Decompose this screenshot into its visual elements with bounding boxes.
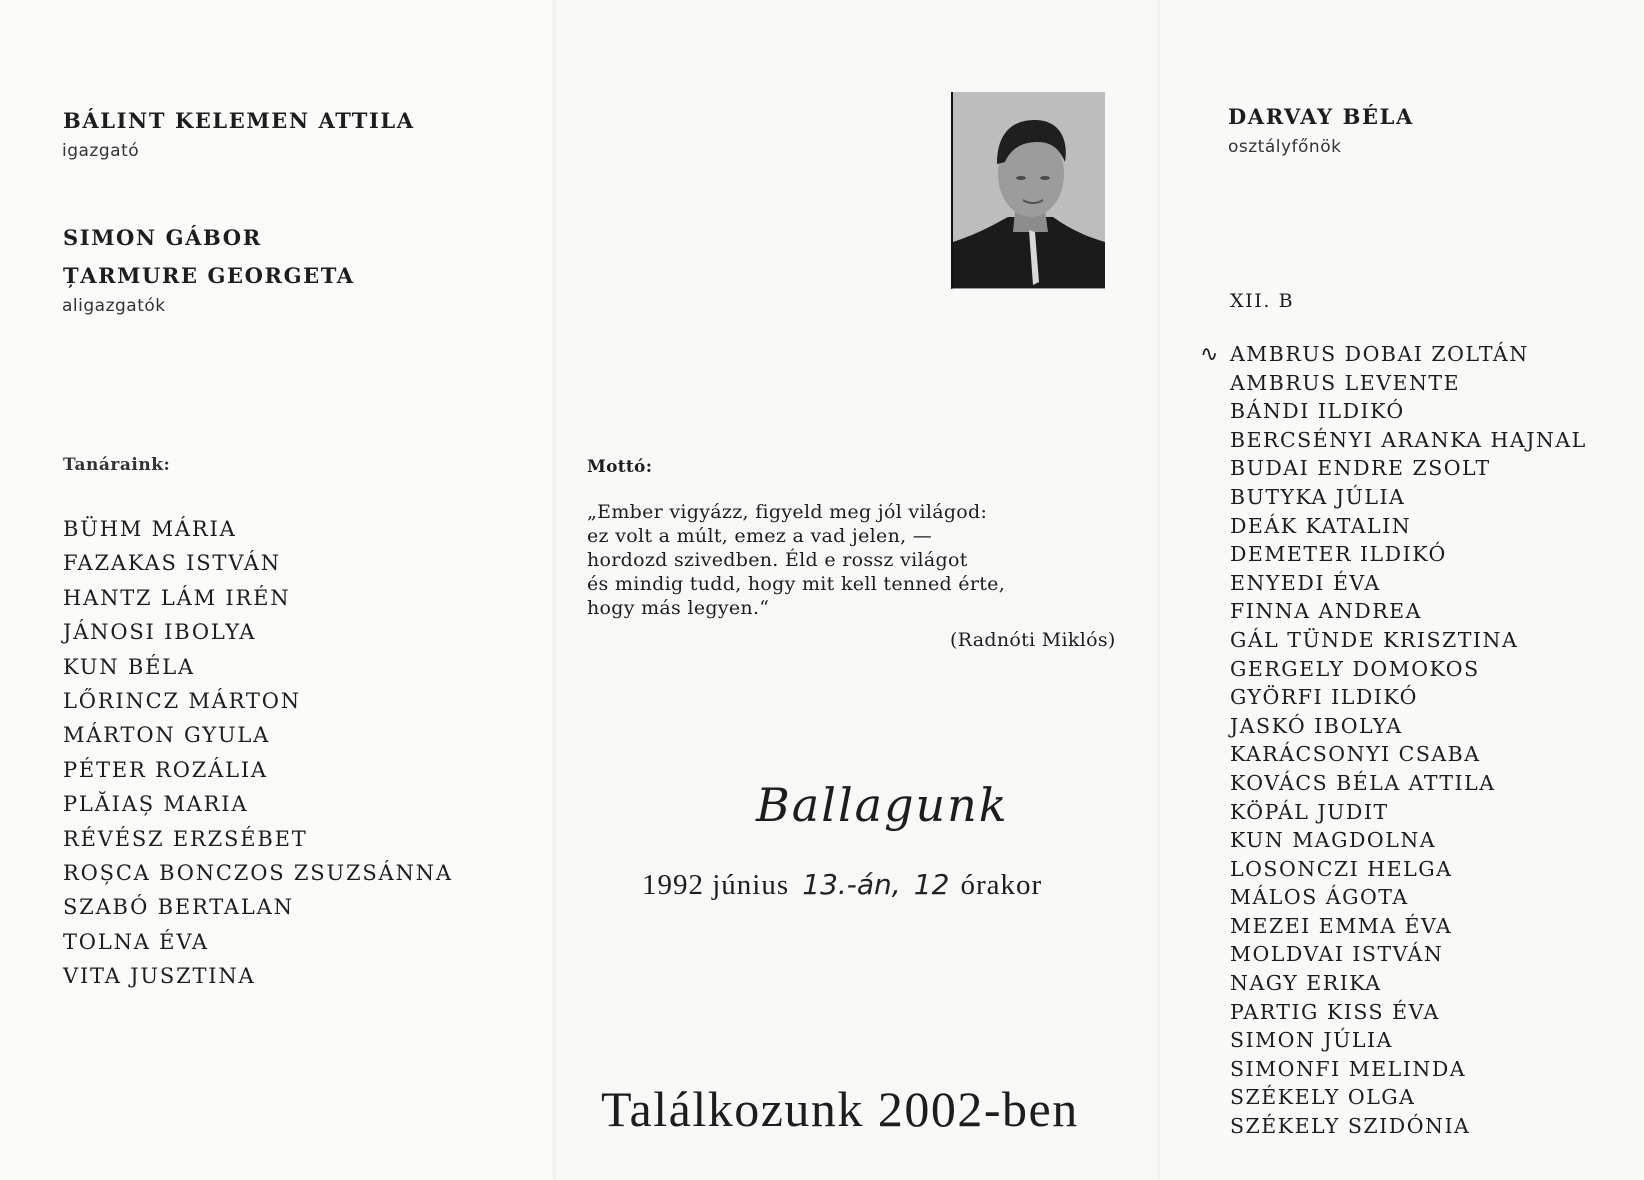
list-item: MÁLOS ÁGOTA [1230, 885, 1409, 910]
list-item: BERCSÉNYI ARANKA HAJNAL [1230, 427, 1587, 452]
list-item: BÜHM MÁRIA [63, 517, 237, 541]
right-panel [1160, 0, 1644, 1180]
director-role: igazgató [62, 141, 140, 161]
ceremony-date [642, 868, 1042, 902]
list-item: ROȘCA BONCZOS ZSUZSÁNNA [63, 860, 453, 885]
list-item: PÉTER ROZÁLIA [63, 757, 268, 782]
list-item: RÉVÉSZ ERZSÉBET [63, 826, 308, 851]
list-item: KUN BÉLA [63, 654, 195, 679]
class-label: XII. B [1230, 290, 1295, 312]
left-panel [0, 0, 556, 1180]
date-suffix: órakor [960, 869, 1043, 901]
list-item: GÁL TÜNDE KRISZTINA [1230, 627, 1519, 652]
list-item: GYÖRFI ILDIKÓ [1230, 685, 1418, 710]
list-item: DEÁK KATALIN [1230, 513, 1412, 538]
deputy-name-2: ȚARMURE GEORGETA [63, 263, 355, 288]
list-item: FAZAKAS ISTVÁN [63, 551, 281, 576]
director-name: BÁLINT KELEMEN ATTILA [63, 108, 415, 133]
class-list [1230, 340, 1587, 1141]
motto-line: „Ember vigyázz, figyeld meg jól világod: [587, 501, 988, 523]
motto-label: Mottó: [587, 457, 653, 477]
date-hour: 12 [913, 868, 950, 901]
form-master-role: osztályfőnök [1228, 137, 1342, 157]
list-item: SZABÓ BERTALAN [63, 895, 294, 920]
list-item: SIMONFI MELINDA [1230, 1056, 1467, 1081]
list-item: HANTZ LÁM IRÉN [63, 585, 291, 610]
list-item: DEMETER ILDIKÓ [1230, 542, 1447, 567]
list-item: TOLNA ÉVA [63, 929, 209, 954]
form-master-name: DARVAY BÉLA [1228, 104, 1414, 129]
list-item: FINNA ANDREA [1230, 599, 1422, 624]
closing-line: Találkozunk 2002-ben [601, 1081, 1079, 1137]
list-item: JASKÓ IBOLYA [1230, 713, 1403, 738]
list-item: KOVÁCS BÉLA ATTILA [1230, 770, 1496, 795]
list-item: NAGY ERIKA [1230, 971, 1382, 996]
motto-quote [587, 500, 1005, 620]
teachers-list [63, 512, 453, 993]
list-item: KUN MAGDOLNA [1230, 828, 1437, 853]
list-item: AMBRUS LEVENTE [1230, 370, 1461, 395]
page-title: Ballagunk [756, 778, 1009, 832]
list-item: AMBRUS DOBAI ZOLTÁN [1230, 342, 1529, 366]
list-item: PLĂIAȘ MARIA [63, 792, 249, 817]
portrait-image [953, 92, 1105, 288]
list-item: MEZEI EMMA ÉVA [1230, 913, 1453, 938]
list-item: JÁNOSI IBOLYA [63, 620, 257, 645]
list-item: KARÁCSONYI CSABA [1230, 742, 1481, 767]
motto-line: hogy más legyen.“ [587, 597, 770, 619]
list-item: PARTIG KISS ÉVA [1230, 999, 1440, 1024]
list-item: VITA JUSZTINA [63, 964, 256, 989]
date-day: 13.-án, [802, 868, 901, 901]
deputy-name-1: SIMON GÁBOR [63, 225, 262, 250]
motto-line: hordozd szivedben. Éld e rossz világot [587, 549, 968, 571]
list-item: LŐRINCZ MÁRTON [63, 688, 301, 713]
list-item: BÁNDI ILDIKÓ [1230, 399, 1405, 424]
deputies-role: aligazgatók [62, 296, 166, 316]
list-item: MOLDVAI ISTVÁN [1230, 942, 1444, 967]
form-master-photo [951, 92, 1105, 289]
list-item: SIMON JÚLIA [1230, 1028, 1393, 1053]
list-item: ENYEDI ÉVA [1230, 570, 1381, 595]
motto-line: ez volt a múlt, emez a vad jelen, — [587, 525, 933, 547]
motto-author: (Radnóti Miklós) [950, 629, 1116, 651]
list-item: SZÉKELY OLGA [1230, 1085, 1416, 1110]
list-item: LOSONCZI HELGA [1230, 856, 1453, 881]
list-item: BUTYKA JÚLIA [1230, 484, 1406, 509]
handwritten-mark-icon: ∿ [1200, 342, 1219, 367]
list-item: KÖPÁL JUDIT [1230, 799, 1389, 824]
list-item: SZÉKELY SZIDÓNIA [1230, 1114, 1471, 1139]
list-item: GERGELY DOMOKOS [1230, 656, 1480, 681]
date-prefix: 1992 június [642, 869, 790, 901]
list-item: BUDAI ENDRE ZSOLT [1230, 456, 1491, 481]
list-item: MÁRTON GYULA [63, 723, 271, 748]
teachers-heading: Tanáraink: [63, 455, 171, 475]
motto-line: és mindig tudd, hogy mit kell tenned érte, [587, 573, 1006, 595]
